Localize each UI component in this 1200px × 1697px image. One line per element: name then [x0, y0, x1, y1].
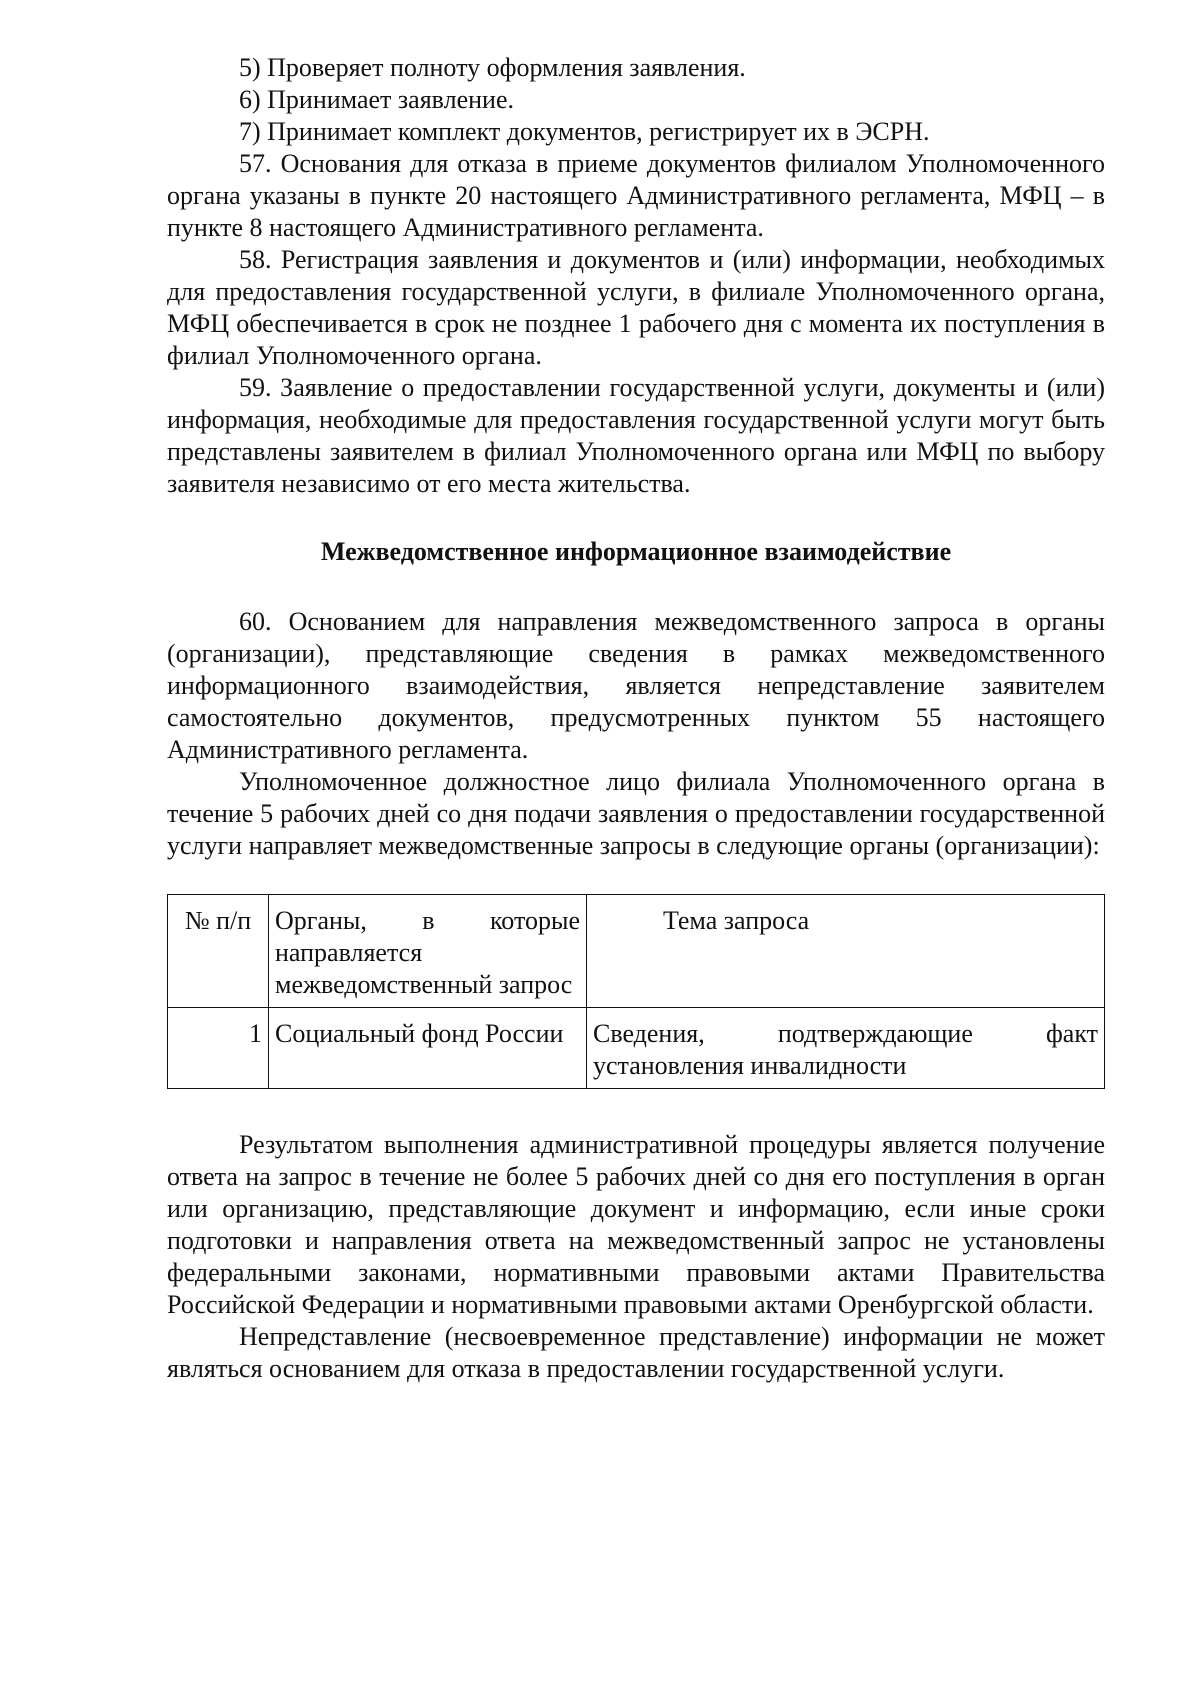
paragraph-item-5: 5) Проверяет полноту оформления заявления.: [239, 53, 746, 82]
requests-table: [167, 894, 1105, 1089]
row-number: 1: [168, 1008, 269, 1089]
paragraph-nonprovision: Непредставление (несвоевременное представление) информации не может являться основанием для отказа в предоставлении государственной услуги.: [167, 1322, 1105, 1383]
paragraph-result: Результатом выполнения административной процедуры является получение ответа на запрос в течение не более 5 рабочих дней со дня его поступления в орган или организацию, представляющие документ и информацию, если иные сроки подготовки и направления ответа на межведомственный запрос не установлены федеральными законами, нормативными правовыми актами Правительства Российской Федерации и нормативными правовыми актами Оренбургской области.: [167, 1130, 1105, 1319]
row-organs: Социальный фонд России: [269, 1008, 587, 1089]
header-topic: Тема запроса: [587, 895, 1105, 1008]
section-heading: Межведомственное информационное взаимодействие: [320, 537, 952, 566]
table-header-row: [168, 895, 1105, 1008]
header-organs: Органы, в которые направляется межведомственный запрос: [269, 895, 587, 1008]
header-number: № п/п: [168, 895, 269, 1008]
table-row: [168, 1008, 1105, 1089]
paragraph-57: 57. Основания для отказа в приеме документов филиалом Уполномоченного органа указаны в пункте 20 настоящего Административного регламента, МФЦ – в пункте 8 настоящего Административного регламента.: [167, 149, 1105, 242]
row-topic: Сведения, подтверждающие факт установления инвалидности: [587, 1008, 1105, 1089]
paragraph-58: 58. Регистрация заявления и документов и (или) информации, необходимых для предоставления государственной услуги, в филиале Уполномоченного органа, МФЦ обеспечивается в срок не позднее 1 рабочего дня с момента их поступления в филиал Уполномоченного органа.: [167, 245, 1105, 370]
paragraph-item-7: 7) Принимает комплект документов, регистрирует их в ЭСРН.: [239, 117, 930, 146]
paragraph-official-requests: Уполномоченное должностное лицо филиала Уполномоченного органа в течение 5 рабочих дней со дня подачи заявления о предоставлении государственной услуги направляет межведомственные запросы в следующие органы (организации):: [167, 767, 1105, 860]
paragraph-59: 59. Заявление о предоставлении государственной услуги, документы и (или) информация, необходимые для предоставления государственной услуги могут быть представлены заявителем в филиал Уполномоченного органа или МФЦ по выбору заявителя независимо от его места жительства.: [167, 373, 1105, 498]
document-page: [167, 52, 1105, 1385]
paragraph-item-6: 6) Принимает заявление.: [239, 85, 514, 114]
paragraph-60: 60. Основанием для направления межведомственного запроса в органы (организации), представляющие сведения в рамках межведомственного информационного взаимодействия, является непредставление заявителем самостоятельно документов, предусмотренных пунктом 55 настоящего Административного регламента.: [167, 607, 1105, 764]
